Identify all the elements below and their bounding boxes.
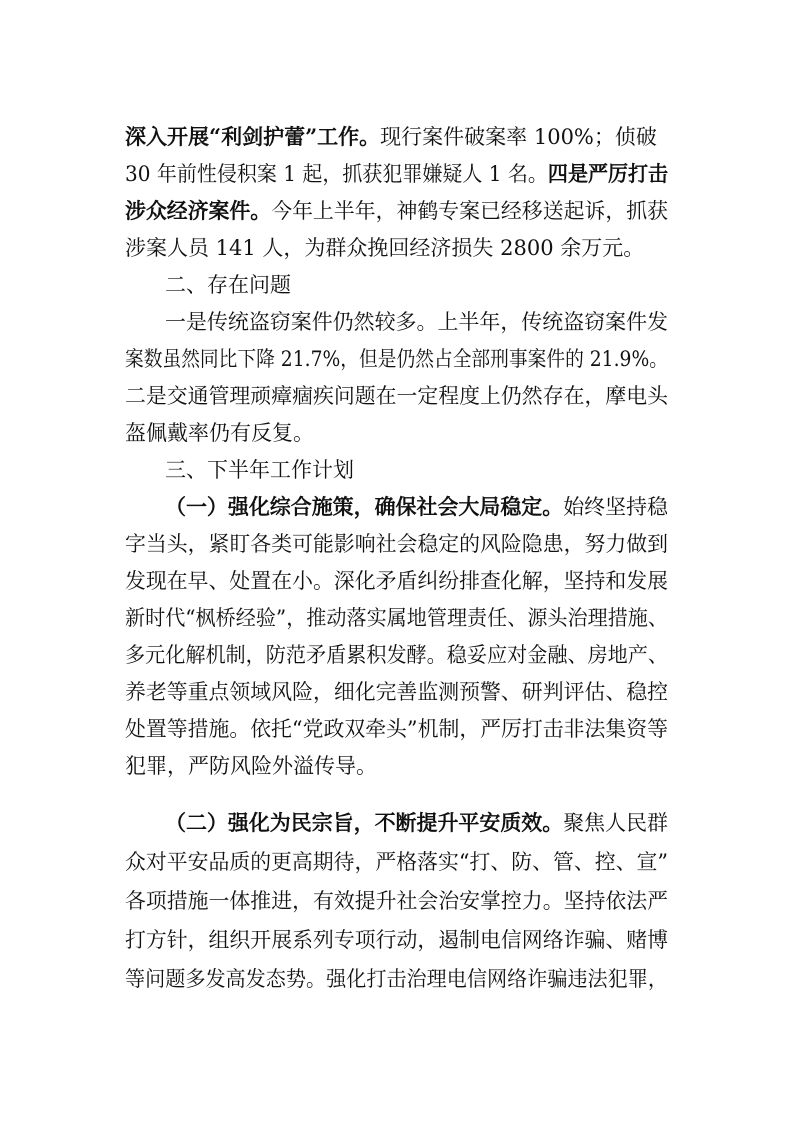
body-text: 字当头，紧盯各类可能影响社会稳定的风险隐患，努力做到	[125, 532, 668, 556]
body-text: 一是传统盗窃案件仍然较多。上半年，传统盗窃案件发	[165, 310, 668, 334]
text-line	[0, 959, 793, 999]
text-line	[0, 376, 793, 416]
bold-text: （一）强化综合施策，确保社会大局稳定。	[165, 494, 564, 519]
text-line	[0, 803, 793, 843]
body-text: 盔佩戴率仍有反复。	[125, 421, 314, 445]
text-line	[0, 709, 793, 749]
bold-text: 四是严厉打击	[547, 161, 668, 186]
text-line	[0, 154, 793, 194]
text-line	[0, 228, 793, 268]
section-heading-text: 三、下半年工作计划	[165, 458, 354, 482]
body-text: 聚焦人民群	[563, 811, 668, 835]
text-line	[0, 302, 793, 342]
section-heading	[0, 265, 793, 305]
body-text: 打方针，组织开展系列专项行动，遏制电信网络诈骗、赌博	[125, 928, 668, 952]
body-text: 犯罪，严防风险外溢传导。	[125, 754, 377, 778]
text-line	[0, 117, 793, 157]
text-line	[0, 842, 793, 882]
body-text: 始终坚持稳	[563, 495, 668, 519]
section-heading-text: 二、存在问题	[165, 273, 291, 297]
text-line	[0, 746, 793, 786]
body-text: 新时代“枫桥经验”，推动落实属地管理责任、源头治理措施、	[125, 606, 668, 630]
text-line	[0, 487, 793, 527]
section-heading	[0, 450, 793, 490]
body-text: 处置等措施。依托“党政双牵头”机制，严厉打击非法集资等	[125, 717, 668, 741]
body-text: 众对平安品质的更高期待，严格落实“打、防、管、控、宣”	[125, 850, 668, 874]
body-text: 今年上半年，神鹤专案已经移送起诉，抓获	[271, 199, 668, 223]
body-text: 涉案人员 141 人，为群众挽回经济损失 2800 余万元。	[125, 236, 645, 260]
bold-text: 涉众经济案件。	[125, 198, 272, 223]
bold-text: （二）强化为民宗旨，不断提升平安质效。	[165, 810, 564, 835]
body-text: 现行案件破案率 100%；侦破	[380, 125, 657, 149]
text-line	[0, 561, 793, 601]
text-line	[0, 635, 793, 675]
body-text: 各项措施一体推进，有效提升社会治安掌控力。坚持依法严	[125, 889, 668, 913]
body-text: 案数虽然同比下降 21.7%，但是仍然占全部刑事案件的 21.9%。	[125, 347, 668, 371]
body-text: 二是交通管理顽瘴痼疾问题在一定程度上仍然存在，摩电头	[125, 384, 668, 408]
text-line	[0, 881, 793, 921]
text-line	[0, 672, 793, 712]
bold-text: 深入开展“利剑护蕾”工作。	[125, 124, 381, 149]
body-text: 发现在早、处置在小。深化矛盾纠纷排查化解，坚持和发展	[125, 569, 668, 593]
body-text: 30 年前性侵积案 1 起，抓获犯罪嫌疑人 1 名。	[125, 162, 548, 186]
body-text: 等问题多发高发态势。强化打击治理电信网络诈骗违法犯罪，	[125, 967, 668, 991]
body-text: 养老等重点领域风险，细化完善监测预警、研判评估、稳控	[125, 680, 668, 704]
text-line	[0, 339, 793, 379]
body-text: 多元化解机制，防范矛盾累积发酵。稳妥应对金融、房地产、	[125, 643, 668, 667]
text-line	[0, 191, 793, 231]
text-line	[0, 598, 793, 638]
text-line	[0, 920, 793, 960]
text-line	[0, 524, 793, 564]
text-line	[0, 413, 793, 453]
